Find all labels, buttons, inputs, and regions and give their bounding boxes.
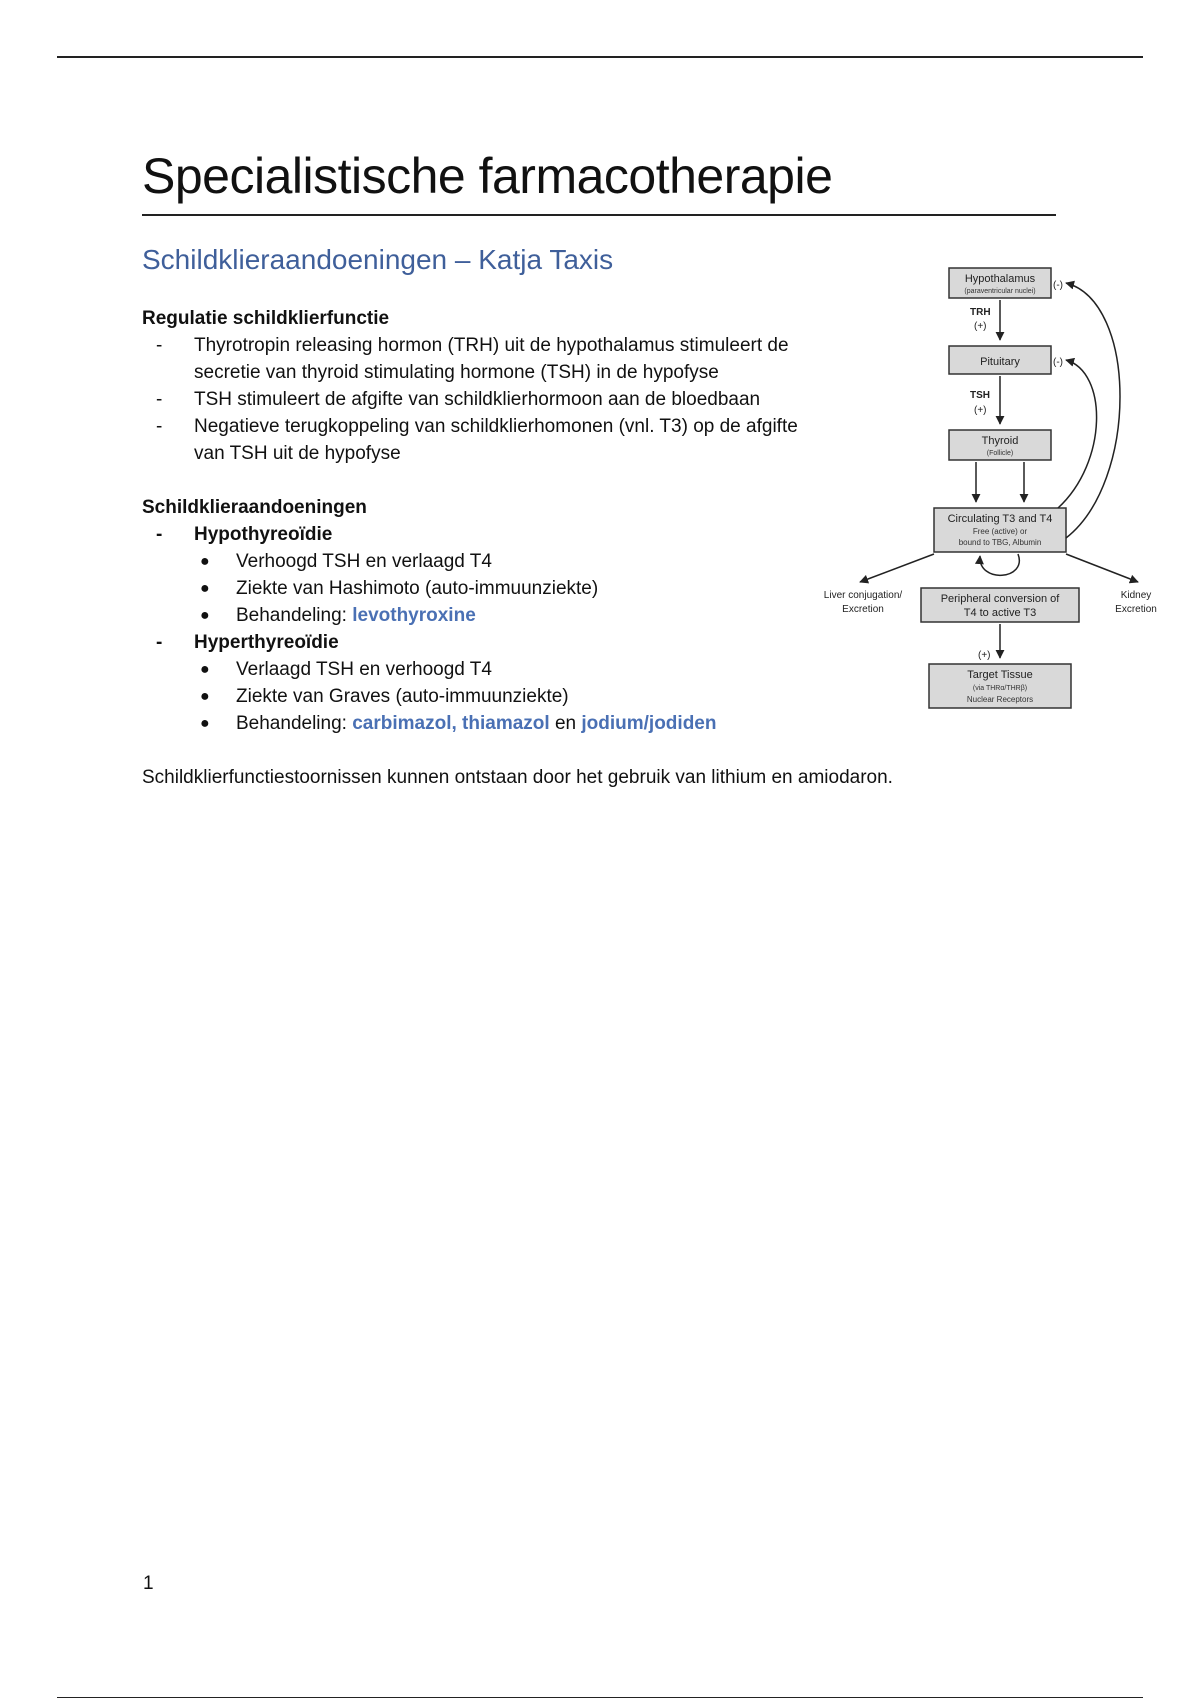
hyper-bullet: ● Ziekte van Graves (auto-immuunziekte) [142, 683, 812, 710]
footer-rule [57, 1697, 1143, 1698]
dash-marker: - [156, 335, 163, 356]
bullet-marker: ● [200, 553, 210, 570]
tsh-plus: (+) [974, 405, 987, 416]
hypothalamus-box [949, 268, 1051, 298]
target-plus: (+) [978, 650, 991, 661]
thyroid-label: Thyroid [981, 435, 1019, 447]
header-rule [57, 56, 1143, 58]
feedback-curve-hypothalamus [1066, 283, 1120, 538]
dash-marker: - [156, 416, 163, 437]
hyper-bullet: ● Verlaagd TSH en verhoogd T4 [142, 656, 812, 683]
circulating-label: Circulating T3 and T4 [947, 513, 1053, 525]
thyroid-sub: (Follicle) [986, 450, 1014, 457]
target-box [929, 664, 1071, 708]
trh-plus: (+) [974, 321, 987, 332]
hyper-label: - Hyperthyreoïdie [142, 629, 812, 656]
dash-marker: - [156, 632, 163, 653]
pituitary-label: Pituitary [980, 356, 1020, 368]
hypo-treatment: ● Behandeling: levothyroxine [142, 602, 812, 629]
drug-levothyroxine: levothyroxine [352, 605, 476, 626]
thyroid-box [949, 430, 1051, 460]
kidney-label: Kidney [1120, 590, 1152, 601]
dash-marker: - [156, 389, 163, 410]
diagram-svg [808, 262, 1168, 722]
bullet-marker: ● [200, 715, 210, 732]
title-underline [142, 214, 1056, 216]
document-title: Specialistische farmacotherapie [142, 148, 833, 204]
liver-label: Liver conjugation/ [823, 590, 903, 601]
feedback-minus-1: (-) [1053, 280, 1063, 291]
section-subtitle: Schildklieraandoeningen – Katja Taxis [142, 244, 614, 275]
feedback-curve-pituitary [1058, 360, 1097, 508]
drug-jodium: jodium/jodiden [581, 713, 717, 734]
hypo-bullet: ● Verhoogd TSH en verlaagd T4 [142, 548, 812, 575]
feedback-minus-2: (-) [1053, 357, 1063, 368]
closing-paragraph: Schildklierfunctiestoornissen kunnen ontstaan door het gebruik van lithium en amiodaron. [142, 767, 893, 788]
conditions-heading: Schildklieraandoeningen [142, 497, 367, 518]
trh-label: TRH [970, 307, 991, 318]
peripheral-sub: T4 to active T3 [963, 607, 1037, 619]
regulation-item: - Thyrotropin releasing hormon (TRH) uit de hypothalamus stimuleert de secretie van thyroid stimulating hormone (TSH) in de hypofyse [142, 332, 812, 386]
bullet-marker: ● [200, 661, 210, 678]
tsh-label: TSH [970, 390, 990, 401]
circulating-sub-2: bound to TBG, Albumin [958, 538, 1042, 547]
hypothalamus-label: Hypothalamus [964, 273, 1036, 285]
arrow-to-liver [860, 554, 934, 582]
target-label: Target Tissue [967, 669, 1033, 681]
pituitary-box [949, 346, 1051, 374]
conversion-loop [980, 554, 1019, 575]
peripheral-label: Peripheral conversion of [940, 593, 1060, 605]
arrow-to-kidney [1066, 554, 1138, 582]
bullet-marker: ● [200, 607, 210, 624]
regulation-item: - TSH stimuleert de afgifte van schildklierhormoon aan de bloedbaan [142, 386, 812, 413]
circulating-sub-1: Free (active) or [972, 527, 1028, 536]
circulating-box [934, 508, 1066, 552]
bullet-marker: ● [200, 580, 210, 597]
peripheral-box [921, 588, 1079, 622]
target-sub-1: (via THRα/THRβ) [972, 685, 1028, 692]
page-number: 1 [143, 1573, 154, 1594]
hypo-bullet: ● Ziekte van Hashimoto (auto-immuunziekte) [142, 575, 812, 602]
kidney-sub: Excretion [1115, 604, 1157, 615]
regulation-item: - Negatieve terugkoppeling van schildklierhomonen (vnl. T3) op de afgifte van TSH uit de hypofyse [142, 413, 812, 467]
hypothalamus-sub: (paraventricular nuclei) [964, 288, 1036, 295]
dash-marker: - [156, 524, 163, 545]
thyroid-axis-diagram [808, 262, 1168, 722]
drug-carbimazol-thiamazol: carbimazol, thiamazol [352, 713, 550, 734]
target-sub-2: Nuclear Receptors [966, 695, 1034, 704]
hyper-treatment: ● Behandeling: carbimazol, thiamazol en jodium/jodiden [142, 710, 812, 737]
hypo-label: - Hypothyreoïdie [142, 521, 812, 548]
liver-sub: Excretion [842, 604, 884, 615]
regulation-heading: Regulatie schildklierfunctie [142, 308, 390, 329]
bullet-marker: ● [200, 688, 210, 705]
